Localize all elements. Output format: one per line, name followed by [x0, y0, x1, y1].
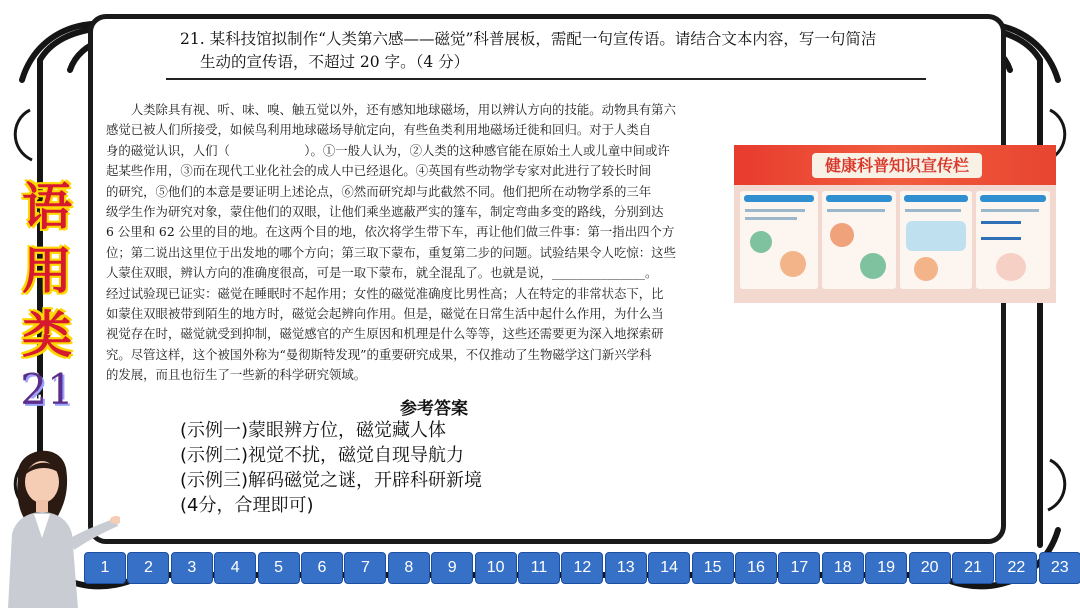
answer-item: (示例一)蒙眼辨方位，磁觉藏人体 — [180, 420, 447, 441]
nav-page-button[interactable]: 5 — [258, 552, 300, 584]
category-number: 21 — [20, 365, 74, 414]
nav-page-button[interactable]: 18 — [822, 552, 864, 584]
passage-line: 的发展，而且也衍生了一些新的科学研究领域。 — [106, 367, 367, 383]
nav-page-button[interactable]: 7 — [344, 552, 386, 584]
category-label — [16, 175, 78, 413]
question-line-1: 21. 某科技馆拟制作“人类第六感——磁觉”科普展板，需配一句宣传语。请结合文本内容，写一句简洁 — [180, 30, 877, 48]
nav-page-button[interactable]: 3 — [171, 552, 213, 584]
passage-line: 人类除具有视、听、味、嗅、触五觉以外，还有感知地球磁场，用以辨认方向的技能。动物具有第六 — [106, 102, 676, 117]
category-char: 语 — [22, 178, 72, 236]
question-divider — [166, 78, 926, 80]
category-char: 类 — [22, 306, 72, 364]
poster-panel — [976, 191, 1050, 289]
passage-line: 感觉已被人们所接受，如候鸟利用地球磁场导航定向，有些鱼类利用地磁场迁徙和回归。对于人类自 — [106, 122, 652, 138]
nav-page-button[interactable]: 14 — [648, 552, 690, 584]
nav-page-button[interactable]: 22 — [995, 552, 1037, 584]
poster-panel — [740, 191, 818, 289]
poster-image — [734, 145, 1056, 303]
nav-page-button[interactable]: 17 — [778, 552, 820, 584]
nav-page-button[interactable]: 9 — [431, 552, 473, 584]
passage-line: 6 公里和 62 公里的目的地。在这两个目的地，依次将学生带下车，再让他们做三件事：第一指出四个方 — [106, 224, 675, 240]
answer-item: (示例二)视觉不扰，磁觉自现导航力 — [180, 445, 465, 466]
passage-line: 起某些作用，③而在现代工业化社会的成人中已经退化。④英国有些动物学专家对此进行了较长时间 — [106, 163, 652, 179]
reading-passage — [106, 100, 731, 385]
nav-page-button[interactable]: 15 — [692, 552, 734, 584]
nav-page-button[interactable]: 4 — [214, 552, 256, 584]
passage-line: 经过试验现已证实：磁觉在睡眠时不起作用；女性的磁觉准确度比男性高；人在特定的非常状态下，比 — [106, 285, 664, 301]
nav-page-button[interactable]: 21 — [952, 552, 994, 584]
nav-page-button[interactable]: 23 — [1039, 552, 1080, 584]
poster-title: 健康科普知识宣传栏 — [812, 153, 982, 178]
nav-page-button[interactable]: 12 — [561, 552, 603, 584]
nav-page-button[interactable]: 1 — [84, 552, 126, 584]
nav-page-button[interactable]: 6 — [301, 552, 343, 584]
passage-line: 人蒙住双眼，辨认方向的准确度很高，可是一取下蒙布，就全混乱了。也就是说，_______________。 — [106, 265, 658, 281]
passage-line: 的研究，⑤他们的本意是要证明上述论点，⑥然而研究却与此截然不同。他们把所在动物学系的三年 — [106, 183, 652, 199]
nav-page-button[interactable]: 20 — [909, 552, 951, 584]
passage-line: 如蒙住双眼被带到陌生的地方时，磁觉会起辨向作用。但是，磁觉在日常生活中起什么作用，为什么当 — [106, 305, 664, 321]
question-line-2: 生动的宣传语，不超过 20 字。（4 分） — [200, 53, 470, 71]
answer-item: (示例三)解码磁觉之谜，开辟科研新境 — [180, 470, 483, 491]
passage-line: 级学生作为研究对象，蒙住他们的双眼，让他们乘坐遮蔽严实的篷车，制定弯曲多变的路线，分别到达 — [106, 203, 664, 219]
passage-line: 身的磁觉认识，人们（ ）。①一般人认为，②人类的这种感官能在原始土人或儿童中间或许 — [106, 142, 670, 158]
nav-page-button[interactable]: 16 — [735, 552, 777, 584]
poster-panel — [822, 191, 896, 289]
answer-item: (4分，合理即可) — [180, 495, 314, 516]
nav-page-button[interactable]: 10 — [475, 552, 517, 584]
nav-page-button[interactable]: 2 — [127, 552, 169, 584]
passage-line: 究。尽管这样，这个被国外称为“曼彻斯特发现”的重要研究成果，不仅推动了生物磁学这门新兴学科 — [106, 346, 652, 362]
passage-line: 位；第二说出这里位于出发地的哪个方向；第三取下蒙布，重复第二步的问题。试验结果令人吃惊：这些 — [106, 244, 676, 260]
nav-page-button[interactable]: 19 — [865, 552, 907, 584]
passage-line: 视觉存在时，磁觉就受到抑制，磁觉感官的产生原因和机理是什么等等，这些还需要更为深入地探索研 — [106, 326, 664, 342]
poster-panel — [900, 191, 972, 289]
nav-page-button[interactable]: 8 — [388, 552, 430, 584]
answer-title: 参考答案 — [400, 399, 468, 419]
nav-page-button[interactable]: 11 — [518, 552, 560, 584]
category-char: 用 — [22, 242, 72, 300]
nav-page-button[interactable]: 13 — [605, 552, 647, 584]
